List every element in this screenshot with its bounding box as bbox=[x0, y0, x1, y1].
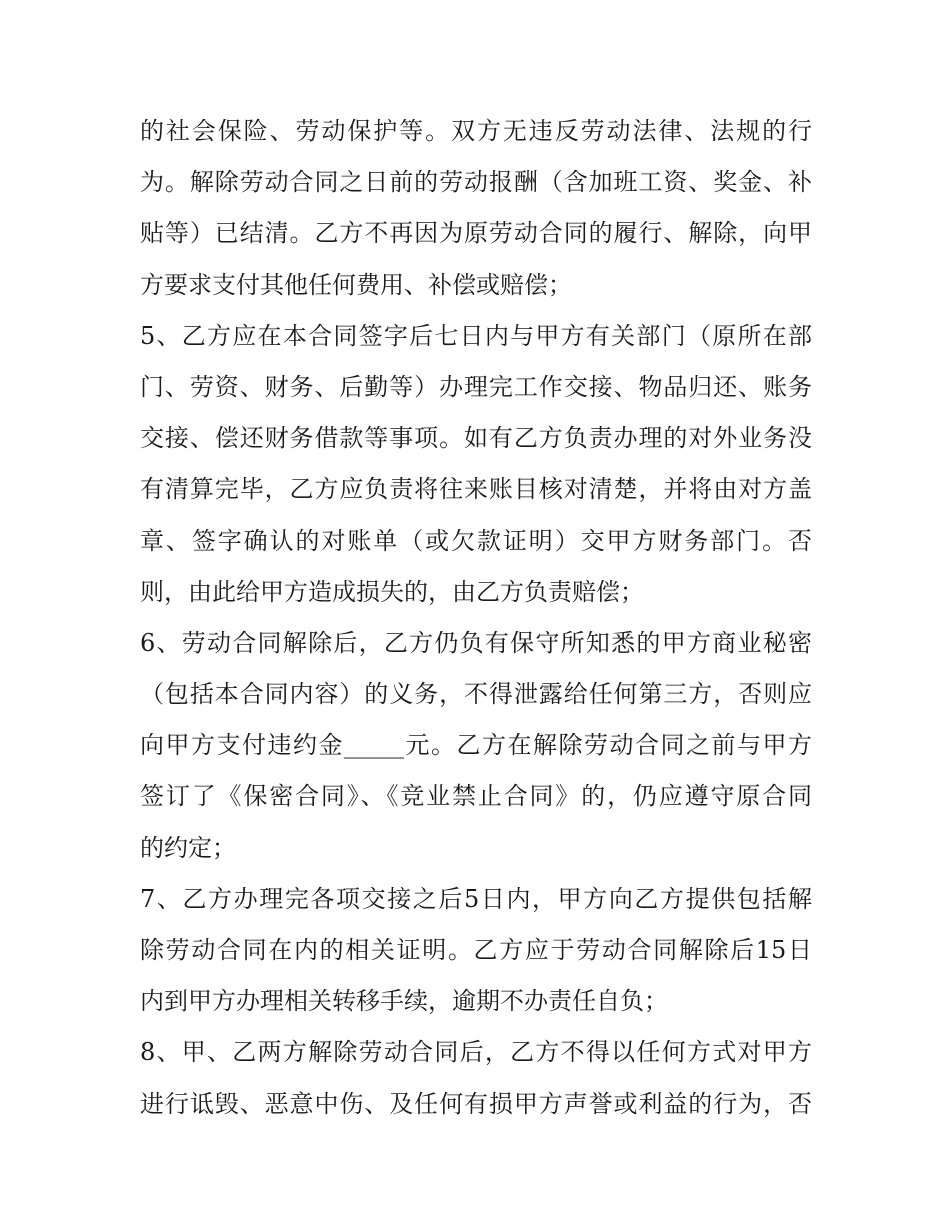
text-line: 5、乙方应在本合同签字后七日内与甲方有关部门（原所在部 bbox=[140, 321, 812, 350]
text-line: 的社会保险、劳动保护等。双方无违反劳动法律、法规的行 bbox=[140, 117, 812, 145]
text-line: 方要求支付其他任何费用、补偿或赔偿； bbox=[140, 270, 572, 299]
text-line: 签订了《保密合同》、《竞业禁止合同》的，仍应遵守原合同 bbox=[140, 782, 812, 811]
text-line: （包括本合同内容）的义务，不得泄露给任何第三方，否则应 bbox=[140, 680, 812, 709]
text-line: 为。解除劳动合同之日前的劳动报酬（含加班工资、奖金、补 bbox=[140, 168, 812, 197]
text-line: 贴等）已结清。乙方不再因为原劳动合同的履行、解除，向甲 bbox=[140, 219, 812, 248]
text-line: 除劳动合同在内的相关证明。乙方应于劳动合同解除后15日 bbox=[140, 936, 812, 964]
text-line: 则，由此给甲方造成损失的，由乙方负责赔偿； bbox=[140, 577, 644, 606]
text-line: 的约定； bbox=[140, 833, 236, 862]
text-line: 有清算完毕，乙方应负责将往来账目核对清楚，并将由对方盖 bbox=[140, 475, 812, 504]
text-line: 章、签字确认的对账单（或欠款证明）交甲方财务部门。否 bbox=[140, 526, 812, 555]
text-line: 进行诋毁、恶意中伤、及任何有损甲方声誉或利益的行为，否 bbox=[140, 1089, 812, 1118]
text-line: 8、甲、乙两方解除劳动合同后，乙方不得以任何方式对甲方 bbox=[140, 1038, 812, 1067]
text-line: 门、劳资、财务、后勤等）办理完工作交接、物品归还、账务 bbox=[140, 372, 812, 401]
text-line: 6、劳动合同解除后，乙方仍负有保守所知悉的甲方商业秘密 bbox=[140, 628, 812, 657]
text-line: 向甲方支付违约金_____元。乙方在解除劳动合同之前与甲方 bbox=[140, 731, 812, 760]
document-body bbox=[140, 106, 812, 1130]
text-line: 7、乙方办理完各项交接之后5日内，甲方向乙方提供包括解 bbox=[140, 884, 812, 913]
text-line: 内到甲方办理相关转移手续，逾期不办责任自负； bbox=[140, 987, 668, 1016]
text-line: 交接、偿还财务借款等事项。如有乙方负责办理的对外业务没 bbox=[140, 424, 812, 453]
